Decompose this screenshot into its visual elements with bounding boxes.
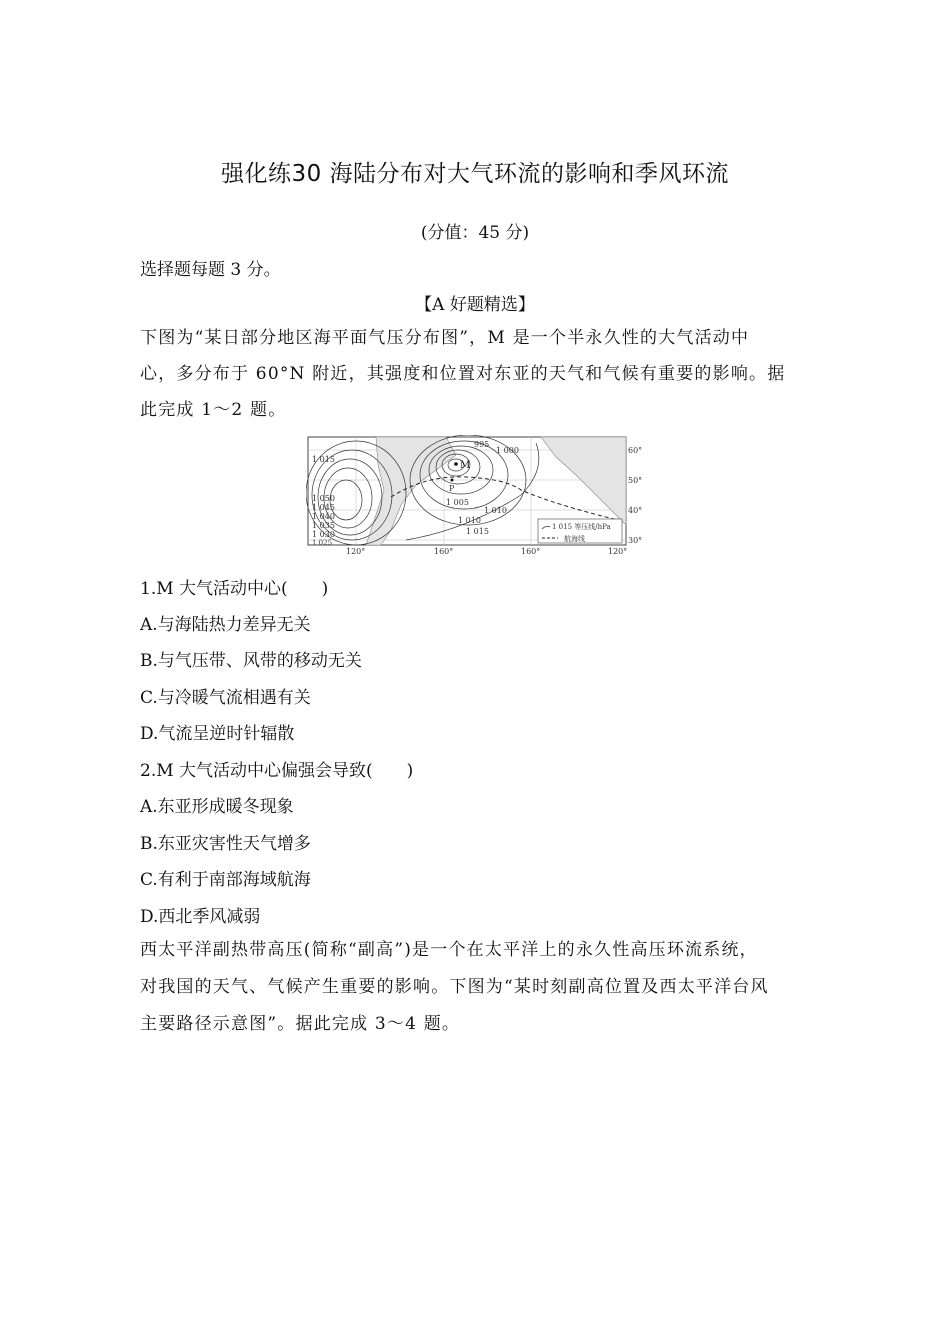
- question-1-option: C.与冷暖气流相遇有关: [140, 688, 311, 708]
- isobar-label: 1 015: [312, 455, 335, 464]
- lat-label: 40°: [628, 506, 642, 515]
- pressure-map: [306, 435, 642, 555]
- question-1-stem: 1.M 大气活动中心( ): [140, 579, 329, 599]
- point-p-label: P: [449, 484, 455, 493]
- intro-paragraph-2: [140, 932, 812, 1043]
- lat-label: 60°: [628, 446, 642, 455]
- lat-label: 30°: [628, 536, 642, 545]
- intro1-line: 心，多分布于 60°N 附近，其强度和位置对东亚的天气和气候有重要的影响。据: [140, 364, 786, 384]
- intro1-line: 下图为“某日部分地区海平面气压分布图”，M 是一个半永久性的大气活动中: [140, 328, 750, 348]
- intro2-line: 主要路径示意图”。据此完成 3～4 题。: [140, 1014, 461, 1034]
- intro2-line: 对我国的天气、气候产生重要的影响。下图为“某时刻副高位置及西太平洋台风: [140, 977, 769, 997]
- point-p-marker: [451, 479, 454, 482]
- legend-isobar-text: 1 015 等压线/hPa: [552, 523, 611, 531]
- isobar-label: 1 005: [446, 498, 469, 507]
- score-note: (分值：45 分): [420, 223, 530, 243]
- lon-label: 160°: [434, 547, 454, 555]
- pressure-map-figure: [306, 435, 642, 555]
- question-2-stem: 2.M 大气活动中心偏强会导致( ): [140, 761, 414, 781]
- isobar-label: 1 010: [484, 506, 507, 515]
- isobar-label: 1 045: [312, 503, 335, 512]
- question-2-option: D.西北季风减弱: [140, 907, 261, 927]
- lon-label: 120°: [346, 547, 366, 555]
- point-m-label: M: [460, 460, 471, 471]
- legend-route-text: 航海线: [564, 535, 585, 543]
- isobar-label: 1 035: [312, 521, 335, 530]
- intro-paragraph-1: [140, 320, 812, 428]
- intro2-line: 西太平洋副热带高压(简称“副高”)是一个在太平洋上的永久性高压环流系统，: [140, 940, 758, 960]
- point-m-marker: [454, 462, 458, 466]
- question-2-option: A.东亚形成暖冬现象: [140, 797, 294, 817]
- instruction-text: 选择题每题 3 分。: [140, 260, 281, 280]
- question-2-option: B.东亚灾害性天气增多: [140, 834, 311, 854]
- question-1-option: A.与海陆热力差异无关: [140, 615, 311, 635]
- page-title: 强化练30 海陆分布对大气环流的影响和季风环流: [220, 161, 730, 187]
- lat-label: 50°: [628, 476, 642, 485]
- isobar-label: 1 015: [466, 527, 489, 536]
- isobar-label: 1 000: [496, 446, 519, 455]
- isobar-label: 1 030: [312, 530, 335, 539]
- lon-label: 160°: [521, 547, 541, 555]
- question-1-option: D.气流呈逆时针辐散: [140, 724, 295, 744]
- intro1-line: 此完成 1～2 题。: [140, 400, 287, 420]
- isobar-label: 1 010: [458, 516, 481, 525]
- question-2-option: C.有利于南部海域航海: [140, 870, 311, 890]
- question-1-option: B.与气压带、风带的移动无关: [140, 651, 362, 671]
- isobar-label: 1 040: [312, 512, 335, 521]
- isobar-label: 995: [474, 440, 490, 449]
- isobar-label: 1 050: [312, 494, 335, 503]
- isobar-label: 1 025: [312, 539, 333, 547]
- lon-label: 120°: [608, 547, 628, 555]
- section-heading: 【A 好题精选】: [415, 295, 535, 315]
